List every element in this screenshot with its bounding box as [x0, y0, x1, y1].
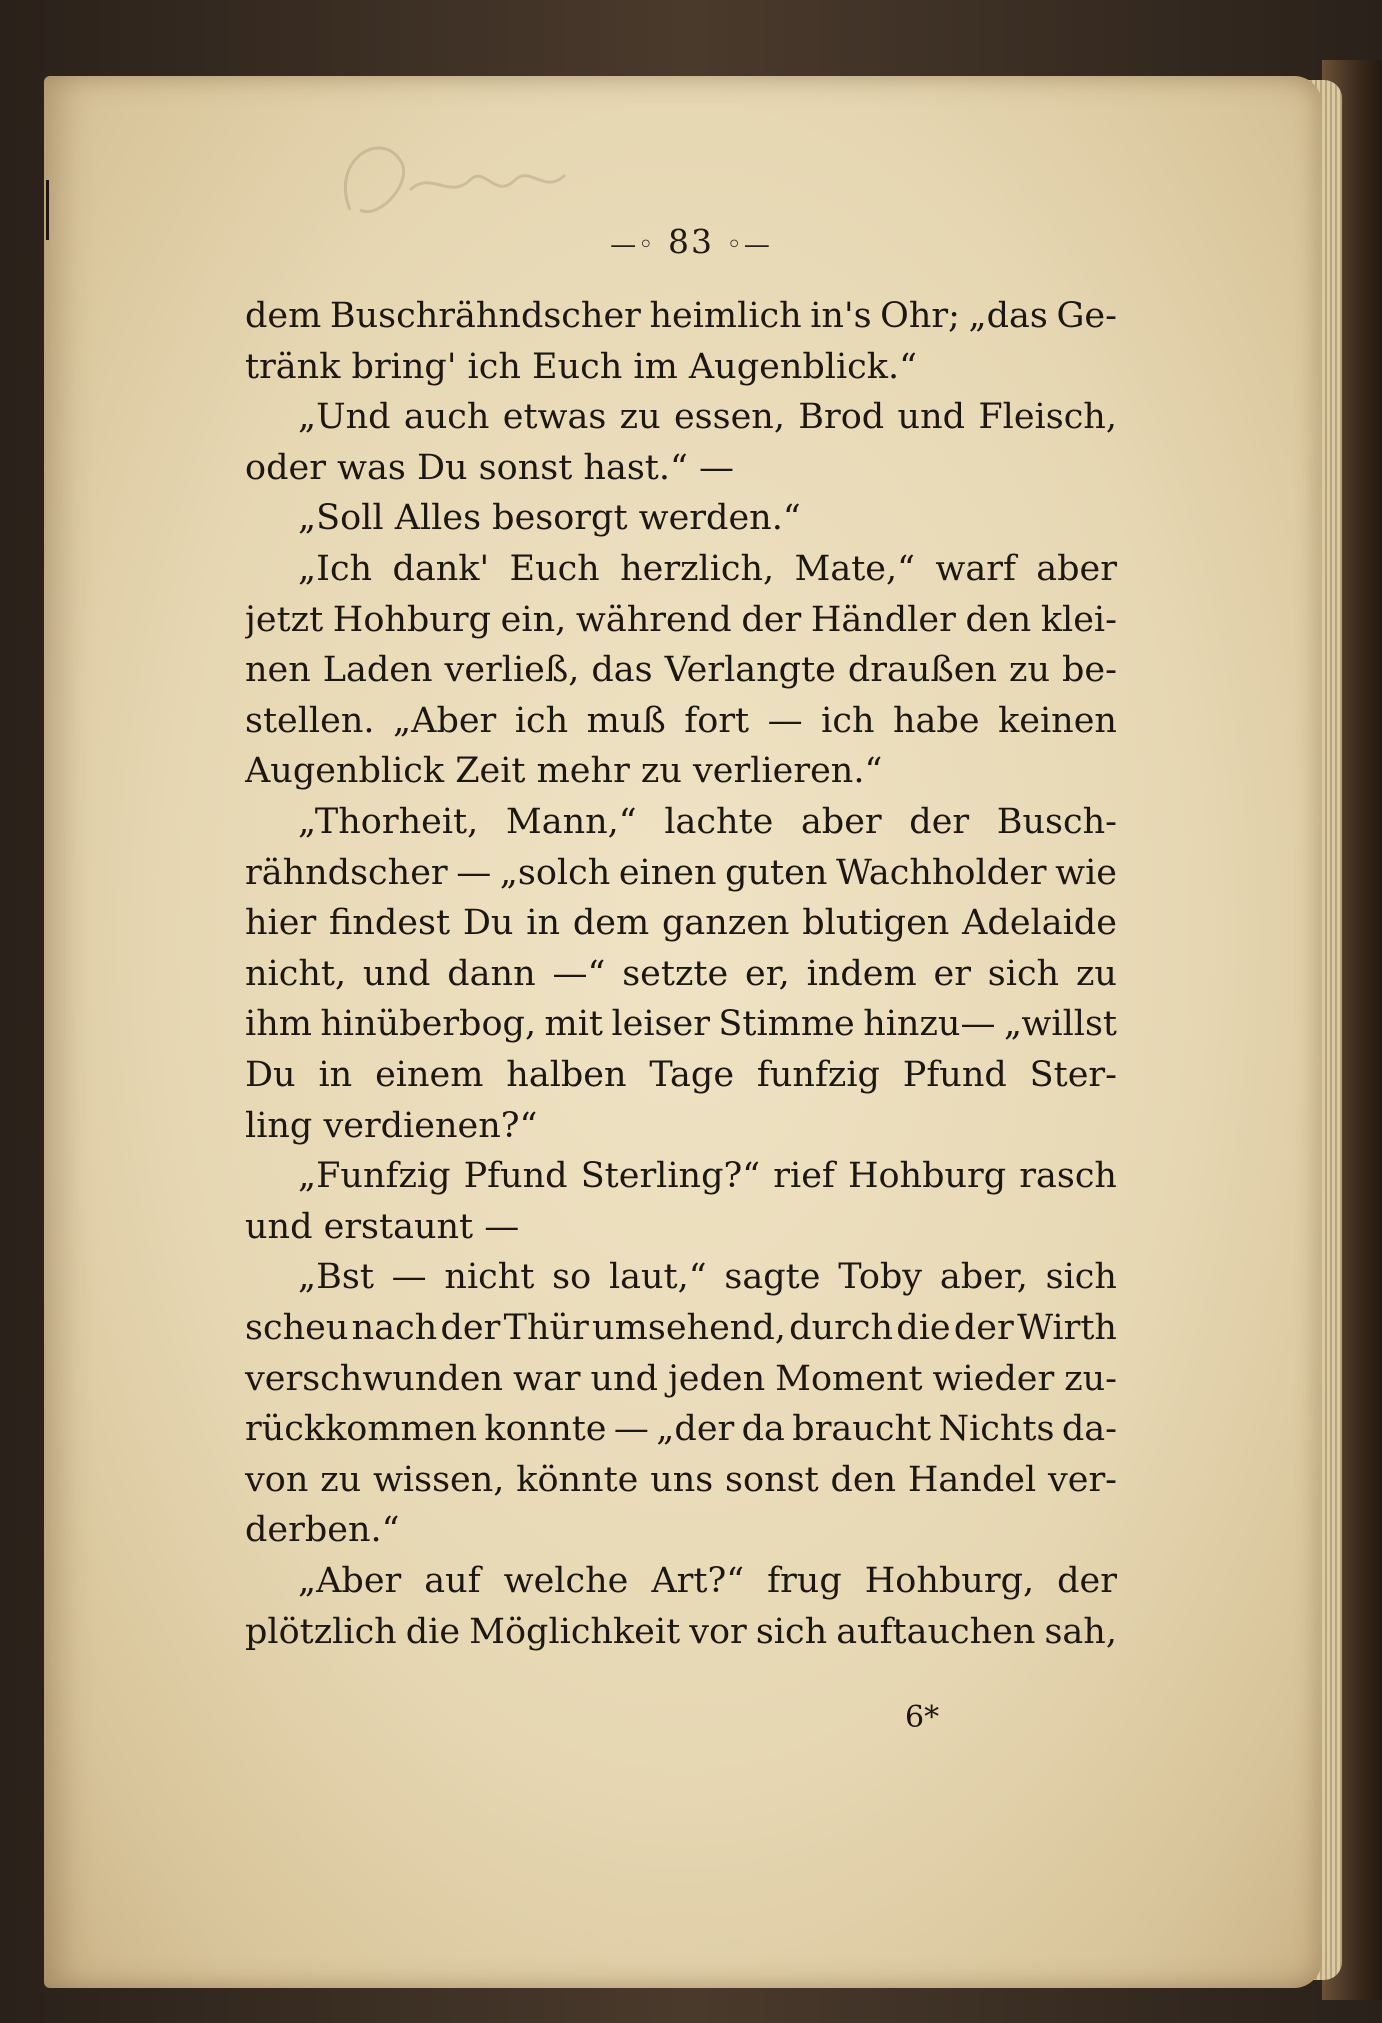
text-line: „Thorheit, Mann,“ lachte aber der Busch-: [298, 802, 1117, 842]
text-line: jetzt Hohburg ein, während der Händler den klei-: [245, 599, 1117, 640]
text-line: plötzlich die Möglichkeit vor sich auftauchen sah,: [245, 1611, 1117, 1652]
text-line: scheu nach der Thür umsehend, durch die der Wirth: [245, 1308, 1117, 1348]
text-line: „Aber auf welche Art?“ frug Hohburg, der: [298, 1561, 1117, 1601]
text-line: Du in einem halben Tage funfzig Pfund Ster-: [245, 1055, 1117, 1095]
text-line: „Soll Alles besorgt werden.“: [298, 498, 801, 539]
text-line: dem Buschrähndscher heimlich in's Ohr; „das Ge-: [245, 296, 1117, 336]
text-line: ihm hinüberbog, mit leiser Stimme hinzu— „willst: [245, 1004, 1117, 1045]
signature-mark: 6*: [905, 1700, 940, 1735]
text-line: verschwunden war und jeden Moment wieder zu-: [245, 1358, 1117, 1399]
page-header: [0, 222, 1382, 261]
text-line: und erstaunt —: [245, 1206, 520, 1247]
right-ornament-icon: ◦—: [726, 230, 772, 260]
text-line: rückkommen konnte — „der da braucht Nichts da-: [245, 1409, 1117, 1450]
text-line: von zu wissen, könnte uns sonst den Handel ver-: [245, 1459, 1117, 1500]
text-line: tränk bring' ich Euch im Augenblick.“: [245, 346, 917, 387]
text-line: ling verdienen?“: [245, 1105, 538, 1146]
text-line: oder was Du sonst hast.“ —: [245, 447, 734, 488]
text-line: „Ich dank' Euch herzlich, Mate,“ warf aber: [298, 549, 1117, 589]
text-line: stellen. „Aber ich muß fort — ich habe keinen: [245, 700, 1117, 741]
text-line: nen Laden verließ, das Verlangte draußen zu be-: [245, 650, 1117, 691]
text-line: „Funfzig Pfund Sterling?“ rief Hohburg rasch: [298, 1156, 1117, 1197]
text-line: Augenblick Zeit mehr zu verlieren.“: [245, 751, 883, 792]
text-line: nicht, und dann —“ setzte er, indem er sich zu: [245, 953, 1117, 994]
text-line: derben.“: [245, 1510, 400, 1551]
page-number: 83: [668, 222, 714, 261]
text-line: „Bst — nicht so laut,“ sagte Toby aber, sich: [298, 1257, 1117, 1298]
left-ornament-icon: —◦: [610, 230, 656, 260]
text-line: hier findest Du in dem ganzen blutigen Adelaide: [245, 903, 1117, 944]
text-line: rähndscher — „solch einen guten Wachholder wie: [245, 852, 1117, 893]
text-line: „Und auch etwas zu essen, Brod und Fleisch,: [298, 397, 1117, 438]
